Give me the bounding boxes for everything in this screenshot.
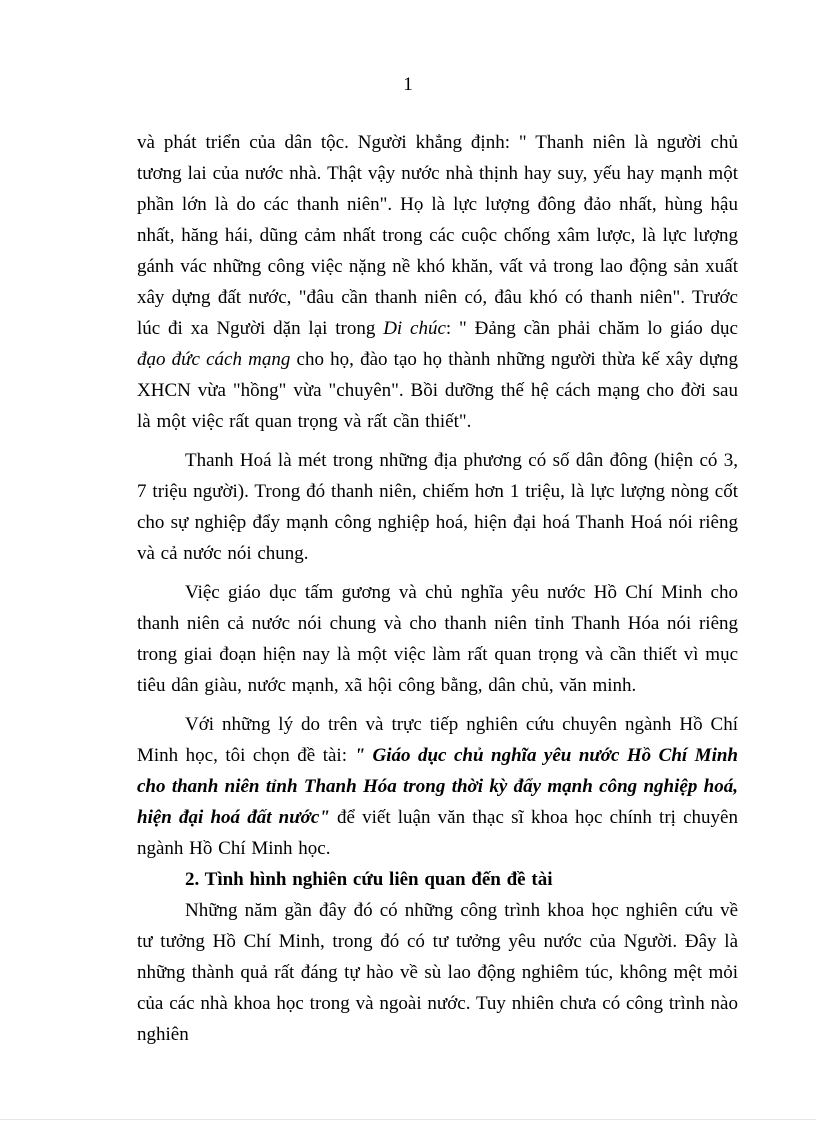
paragraph-de-tai xyxy=(137,709,738,864)
paragraph-tinh-hinh: Những năm gần đây đó có những công trình khoa học nghiên cứu về tư tưởng Hồ Chí Minh, trong đó có tư tưởng yêu nước của Người. Đây là những thành quả rất đáng tự hào về sù lao động nghiêm túc, không mệt mỏi của các nhà khoa học trong và ngoài nước. Tuy nhiên chưa có công trình nào nghiên xyxy=(137,900,738,1045)
italic-term-dao-duc: đạo đức cách mạng xyxy=(137,349,291,370)
paragraph-continuation xyxy=(137,127,738,437)
thesis-title: " Giáo dục chủ nghĩa yêu nước Hồ Chí Minh cho thanh niên tỉnh Thanh Hóa trong thời kỳ đẩy mạnh công nghiệp hoá, hiện đại hoá đất nước" xyxy=(137,745,738,828)
italic-term-di-chuc: Di chúc xyxy=(383,318,446,339)
paragraph-text: Với những lý do trên và trực tiếp nghiên cứu chuyên ngành Hồ Chí Minh học, tôi chọn đề tài: xyxy=(137,714,738,766)
paragraph-text: cho họ, đào tạo họ thành những người thừa kế xây dựng XHCN vừa "hồng" vừa "chuyên". Bồi dưỡng thế hệ cách mạng cho đời sau là một việc rất quan trọng và rất cần thiết". xyxy=(137,349,739,432)
paragraph-giao-duc: Việc giáo dục tấm gương và chủ nghĩa yêu nước Hồ Chí Minh cho thanh niên cả nước nói chung và cho thanh niên tỉnh Thanh Hóa nói riêng trong giai đoạn hiện nay là một việc làm rất quan trọng và cần thiết vì mục tiêu dân giàu, nước mạnh, xã hội công bằng, dân chủ, văn minh. xyxy=(137,582,738,696)
section-heading: 2. Tình hình nghiên cứu liên quan đến đề tài xyxy=(185,869,553,890)
paragraph-text: và phát triển của dân tộc. Người khẳng định: " Thanh niên là người chủ tương lai của nước nhà. Thật vậy nước nhà thịnh hay suy, yếu hay mạnh một phần lớn là do các thanh niên". Họ là lực lượng đông đảo nhất, hùng hậu nhất, hăng hái, dũng cảm nhất trong các cuộc chống xâm lược, là lực lượng gánh vác những công việc nặng nề khó khăn, vất vả trong lao động sản xuất xây dựng đất nước, "đâu cần thanh niên có, đâu khó có thanh niên". Trước lúc đi xa Người dặn lại trong xyxy=(137,132,738,339)
body-text xyxy=(137,127,738,1050)
page-bottom-divider xyxy=(0,1119,816,1120)
paragraph-text: để viết luận văn thạc sĩ khoa học chính trị chuyên ngành Hồ Chí Minh học. xyxy=(137,807,738,859)
page-number: 1 xyxy=(403,74,413,95)
paragraph-thanh-hoa: Thanh Hoá là mét trong những địa phương có số dân đông (hiện có 3, 7 triệu người). Trong đó thanh niên, chiếm hơn 1 triệu, là lực lượng nòng cốt cho sự nghiệp đẩy mạnh công nghiệp hoá, hiện đại hoá Thanh Hoá nói riêng và cả nước nói chung. xyxy=(137,450,738,564)
paragraph-text: : " Đảng cần phải chăm lo giáo dục xyxy=(445,318,738,339)
